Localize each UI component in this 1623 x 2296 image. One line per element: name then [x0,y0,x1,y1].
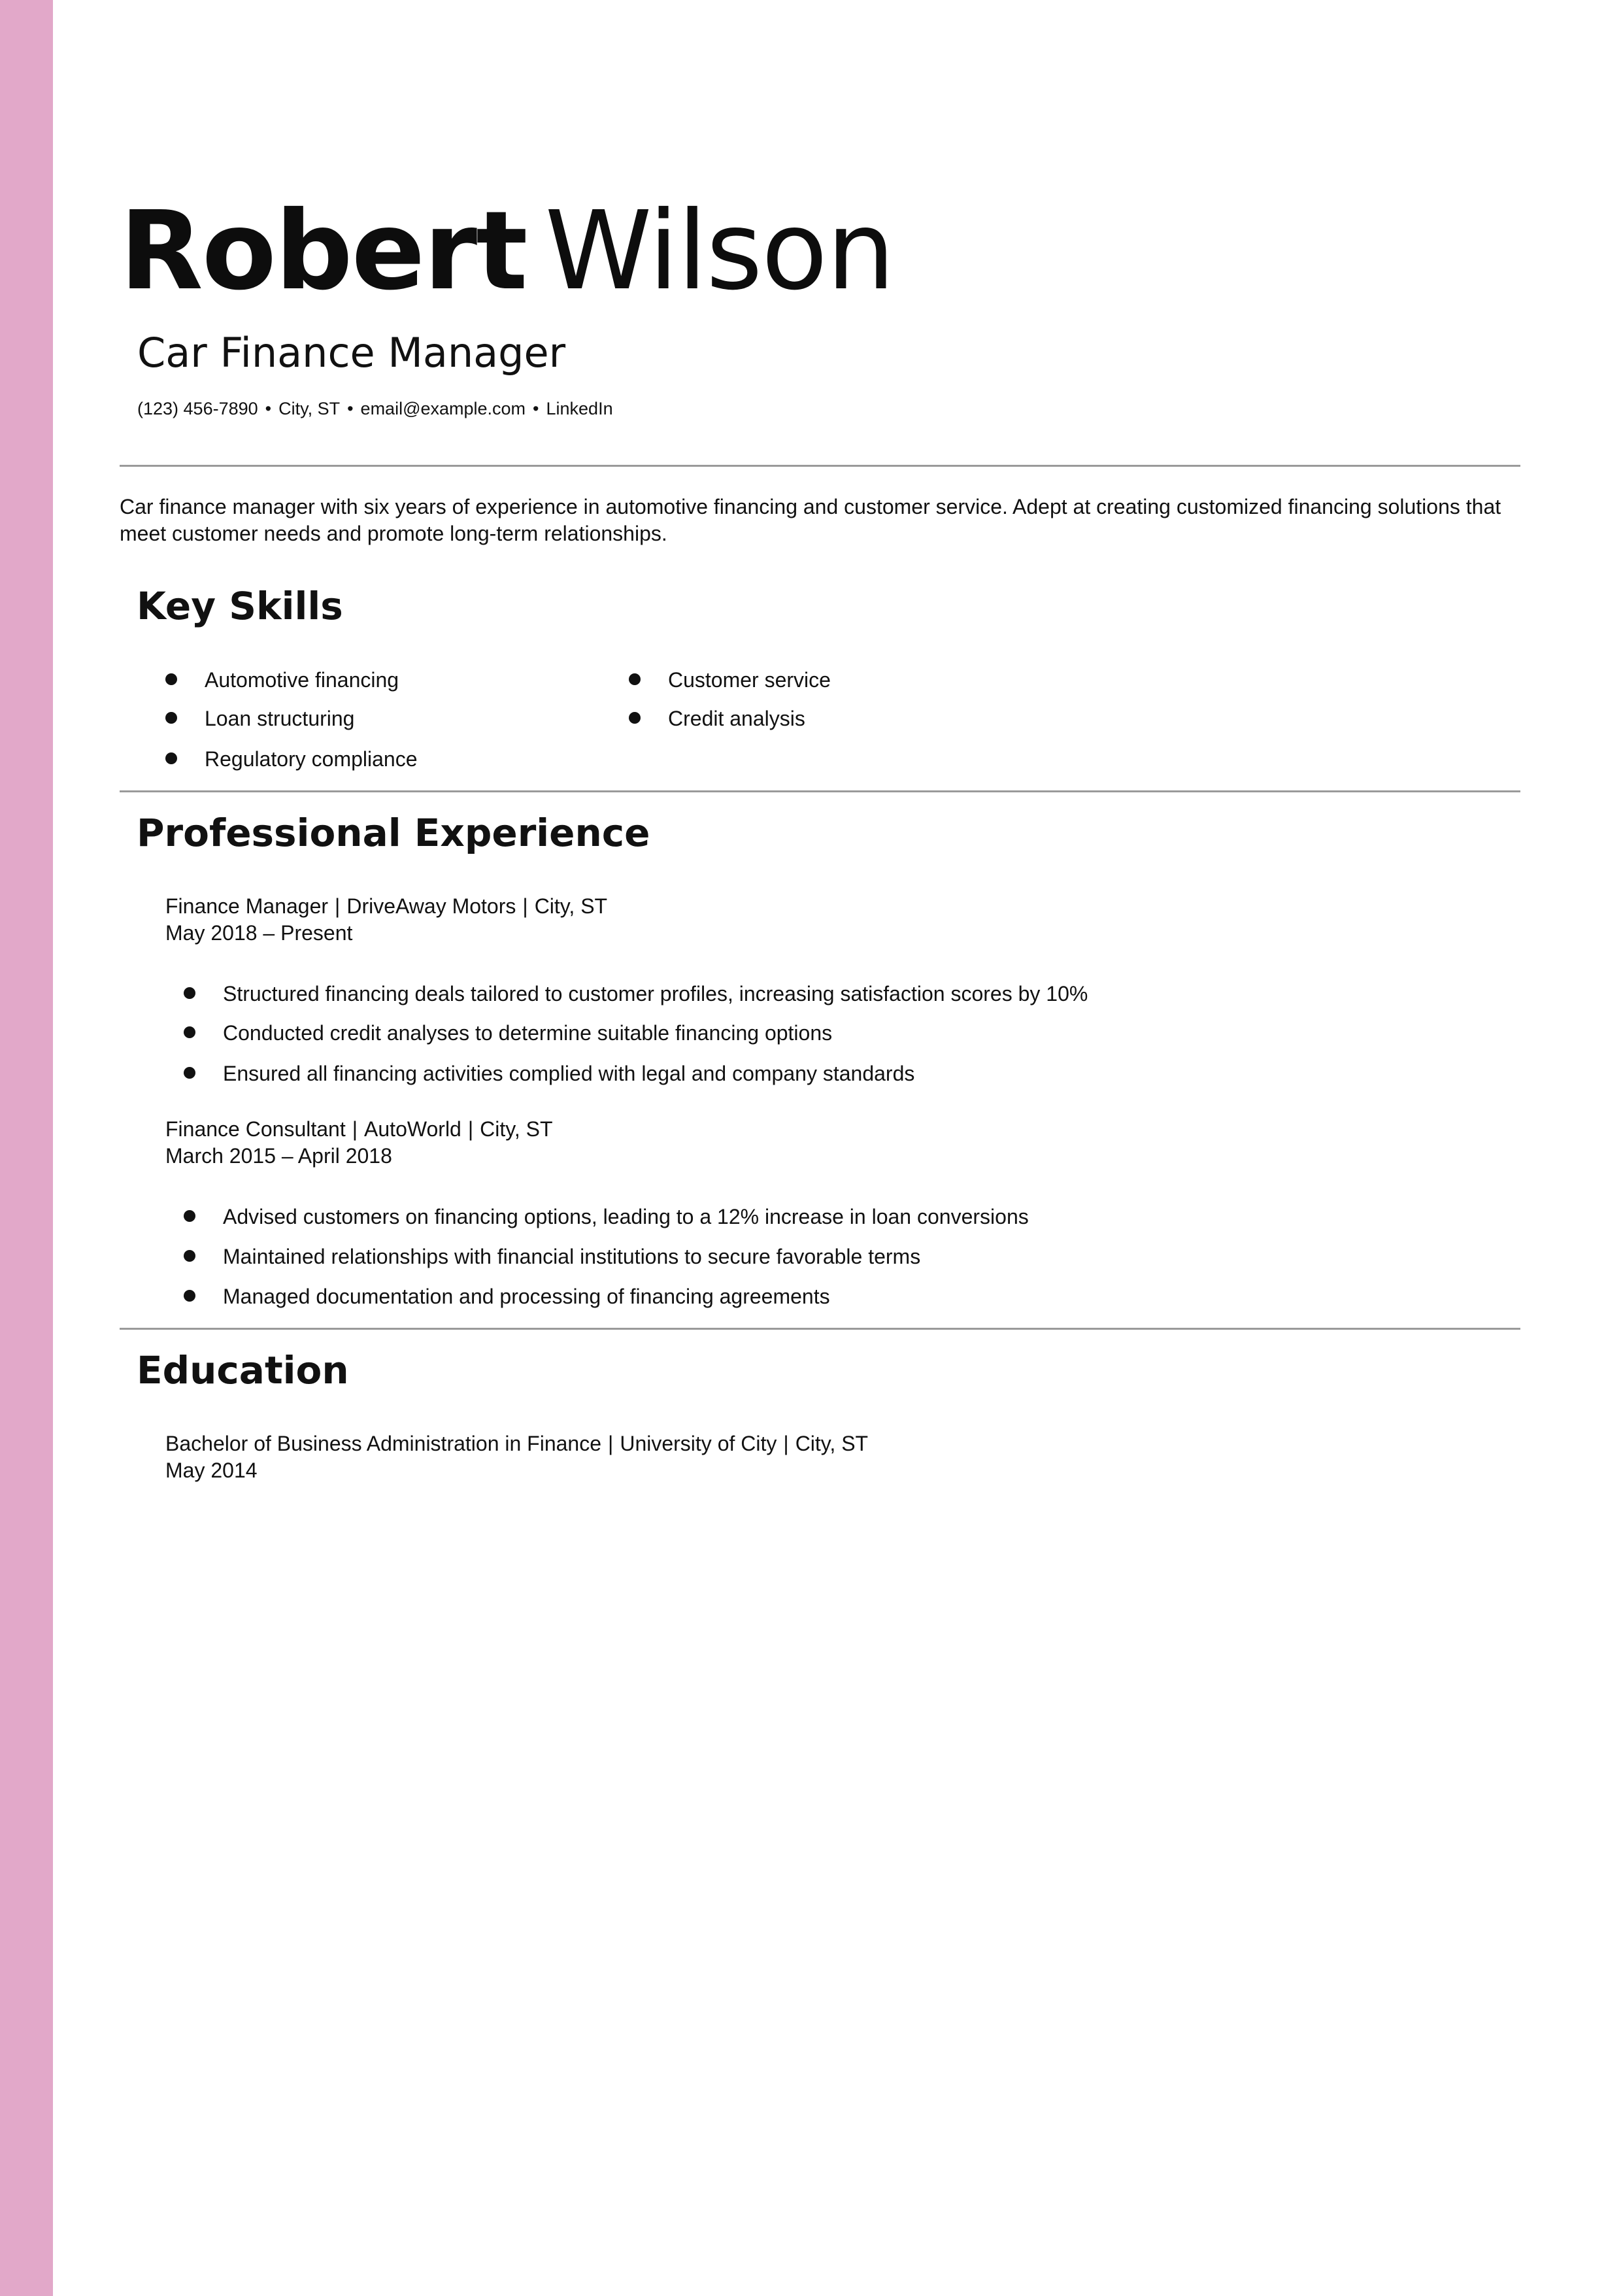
education-entry: Bachelor of Business Administration in Finance | University of City | City, ST [165,1432,869,1455]
school-location: City, ST [795,1432,869,1455]
job-location: City, ST [480,1117,553,1141]
degree: Bachelor of Business Administration in Finance [165,1432,602,1455]
contact-email[interactable]: email@example.com [360,399,526,418]
job-header: Finance Consultant | AutoWorld | City, ST [165,1117,553,1141]
last-name: Wilson [544,188,894,314]
bullet-icon [629,673,641,685]
experience-heading: Professional Experience [137,811,650,855]
first-name: Robert [120,188,527,314]
bullet-icon [184,1290,195,1302]
contact-location: City, ST [278,399,341,418]
skills-heading: Key Skills [137,584,343,628]
bullet-icon [629,712,641,724]
job-dates: March 2015 – April 2018 [165,1144,392,1168]
job-location: City, ST [534,894,608,918]
job-role: Finance Manager [165,894,329,918]
contact-linkedin-link[interactable]: LinkedIn [546,399,613,418]
contact-phone: (123) 456-7890 [137,399,258,418]
divider [120,790,1520,792]
bullet-icon [165,712,177,724]
contact-separator: • [265,399,272,418]
bullet-icon [184,1250,195,1262]
contact-line [137,397,613,420]
divider [120,465,1520,467]
job-dates: May 2018 – Present [165,921,353,945]
bullet-icon [184,1067,195,1079]
bullet-icon [184,1210,195,1222]
accent-sidebar-bar [0,0,53,2296]
job-role: Finance Consultant [165,1117,346,1141]
education-date: May 2014 [165,1459,258,1482]
contact-separator: • [347,399,354,418]
bullet-icon [184,987,195,999]
contact-separator: • [533,399,539,418]
education-heading: Education [137,1348,349,1393]
school: University of City [620,1432,777,1455]
job-company: DriveAway Motors [346,894,516,918]
bullet-icon [184,1026,195,1038]
bullet-icon [165,752,177,764]
professional-summary: Car finance manager with six years of experience in automotive financing and customer service. Adept at creating customized financing solutions that meet customer needs and promote long-term relationships. [120,495,1501,545]
candidate-name [120,186,894,317]
divider [120,1328,1520,1330]
job-title: Car Finance Manager [137,329,566,377]
job-header: Finance Manager | DriveAway Motors | City, ST [165,894,608,918]
job-company: AutoWorld [364,1117,461,1141]
bullet-icon [165,673,177,685]
